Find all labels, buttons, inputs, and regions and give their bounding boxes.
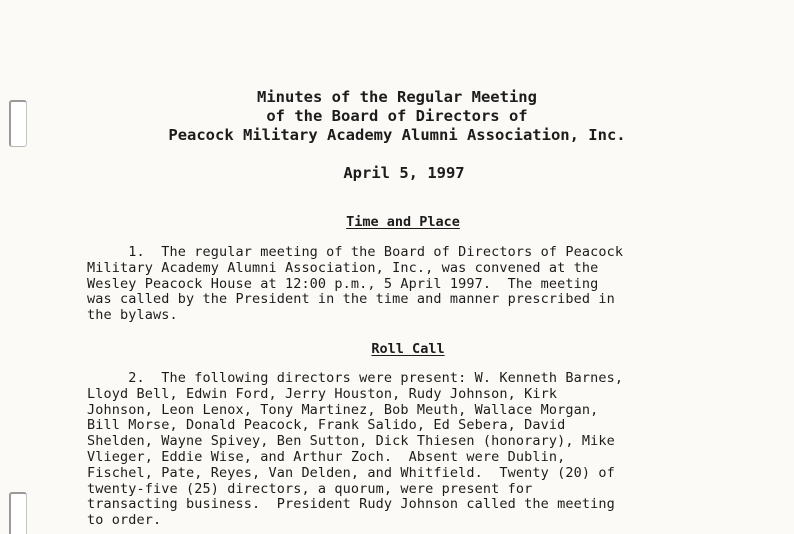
paragraph-line: 1. The regular meeting of the Board of Directors of Peacock	[87, 244, 624, 260]
document-title	[0, 88, 794, 145]
paragraph-line: transacting business. President Rudy Johnson called the meeting	[87, 496, 615, 513]
paragraph-line: Vlieger, Eddie Wise, and Arthur Zoch. Absent were Dublin,	[87, 448, 566, 465]
paragraph-line: twenty-five (25) directors, a quorum, were present for	[87, 480, 533, 497]
title-line: of the Board of Directors of	[266, 107, 528, 125]
paragraph-line: was called by the President in the time and manner prescribed in	[87, 291, 615, 308]
paragraph-time-and-place	[87, 245, 787, 324]
section-heading-roll-call: Roll Call	[371, 341, 445, 357]
meeting-date: April 5, 1997	[343, 164, 465, 182]
paragraph-line: Shelden, Wayne Spivey, Ben Sutton, Dick Thiesen (honorary), Mike	[87, 433, 615, 450]
paragraph-line: Fischel, Pate, Reyes, Van Delden, and Whitfield. Twenty (20) of	[87, 464, 615, 481]
title-line: Peacock Military Academy Alumni Association, Inc.	[168, 126, 626, 144]
paragraph-roll-call	[87, 371, 787, 529]
section-heading-time-and-place: Time and Place	[346, 214, 460, 230]
binder-hole-bottom	[9, 492, 27, 534]
paragraph-line: Military Academy Alumni Association, Inc., was convened at the	[87, 259, 599, 276]
paragraph-line: Wesley Peacock House at 12:00 p.m., 5 April 1997. The meeting	[87, 275, 599, 292]
paragraph-line: 2. The following directors were present: W. Kenneth Barnes,	[87, 370, 624, 386]
paragraph-line: Johnson, Leon Lenox, Tony Martinez, Bob Meuth, Wallace Morgan,	[87, 401, 599, 418]
paragraph-line: the bylaws.	[87, 307, 178, 324]
paragraph-line: to order.	[87, 512, 162, 529]
title-line: Minutes of the Regular Meeting	[257, 88, 537, 106]
paragraph-line: Lloyd Bell, Edwin Ford, Jerry Houston, Rudy Johnson, Kirk	[87, 385, 558, 402]
paragraph-line: Bill Morse, Donald Peacock, Frank Salido, Ed Sebera, David	[87, 417, 566, 434]
